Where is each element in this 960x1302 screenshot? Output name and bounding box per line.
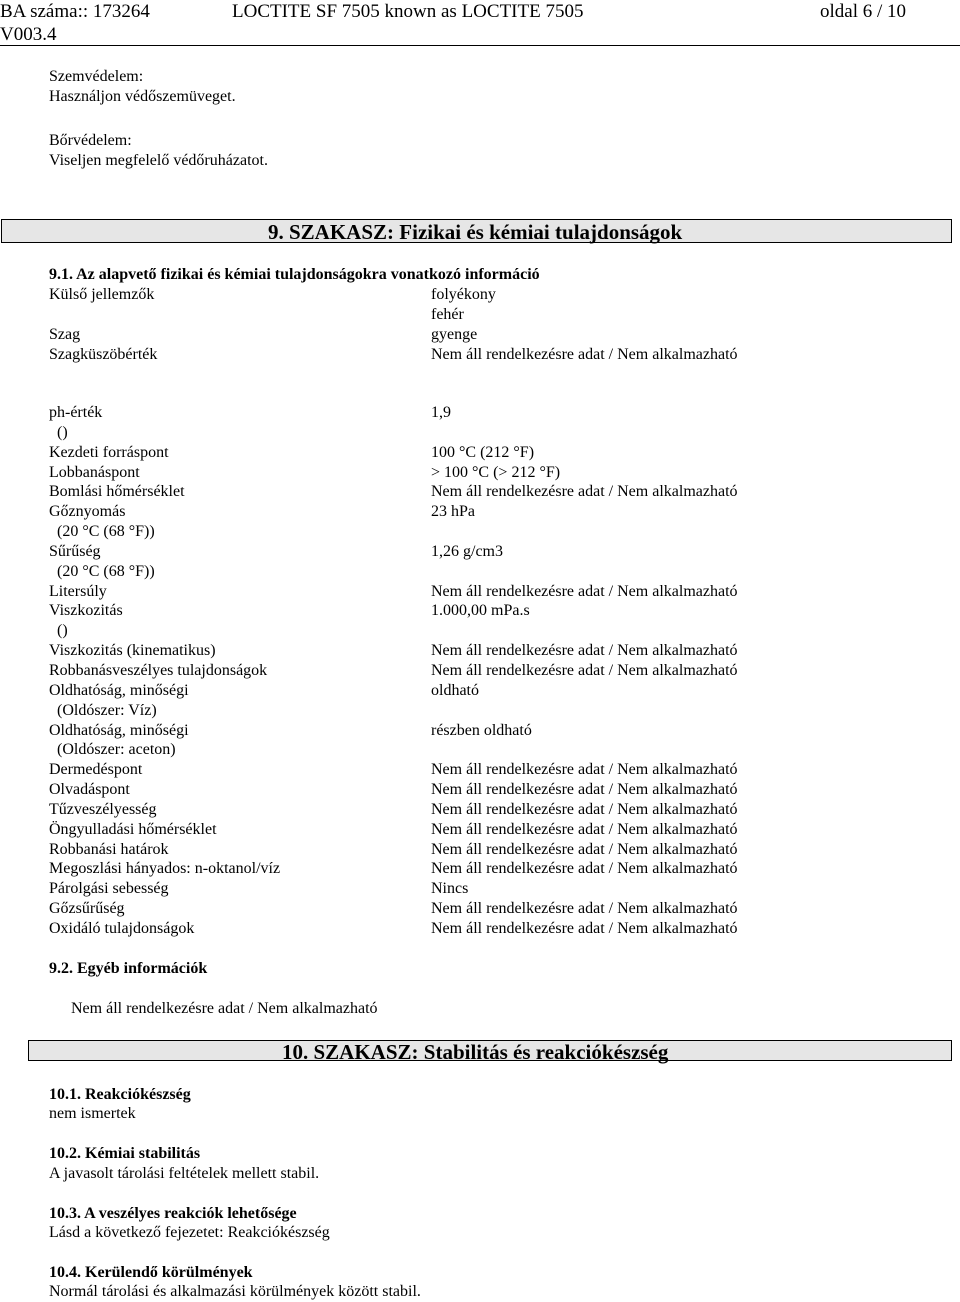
property-value: 1.000,00 mPa.s bbox=[431, 602, 530, 620]
property-value: Nem áll rendelkezésre adat / Nem alkalmazható bbox=[431, 900, 738, 918]
property-row bbox=[49, 701, 809, 721]
property-row bbox=[49, 760, 809, 780]
property-label: () bbox=[49, 423, 68, 441]
property-row bbox=[49, 522, 809, 542]
property-label: Sűrűség bbox=[49, 542, 101, 560]
header-rule bbox=[0, 45, 960, 46]
property-value: 23 hPa bbox=[431, 503, 475, 521]
property-label: Gőzsűrűség bbox=[49, 900, 125, 918]
property-label: Dermedéspont bbox=[49, 761, 143, 779]
subsection-9-2-title: 9.2. Egyéb információk bbox=[49, 960, 208, 977]
property-value: Nem áll rendelkezésre adat / Nem alkalmazható bbox=[431, 483, 738, 501]
basic-label: Szag bbox=[49, 326, 81, 343]
property-value: Nem áll rendelkezésre adat / Nem alkalmazható bbox=[431, 800, 738, 818]
property-label: Viszkozitás (kinematikus) bbox=[49, 642, 216, 660]
property-label: (20 °C (68 °F)) bbox=[49, 523, 155, 541]
basic-value: gyenge bbox=[431, 326, 478, 343]
property-label: Oxidáló tulajdonságok bbox=[49, 919, 195, 937]
property-value: Nem áll rendelkezésre adat / Nem alkalmazható bbox=[431, 860, 738, 878]
product-name: LOCTITE SF 7505 known as LOCTITE 7505 bbox=[232, 1, 584, 22]
property-value: oldható bbox=[431, 681, 479, 699]
section-9-title: 9. SZAKASZ: Fizikai és kémiai tulajdonságok bbox=[268, 220, 683, 244]
subsection-9-1-title: 9.1. Az alapvető fizikai és kémiai tulajdonságokra vonatkozó információ bbox=[49, 266, 540, 283]
property-row bbox=[49, 562, 809, 582]
property-row bbox=[49, 621, 809, 641]
property-label: Megoszlási hányados: n-oktanol/víz bbox=[49, 860, 281, 878]
property-row bbox=[49, 502, 809, 522]
property-row bbox=[49, 740, 809, 760]
property-row bbox=[49, 443, 809, 463]
eye-protection-label: Szemvédelem: bbox=[49, 68, 144, 85]
property-label: Bomlási hőmérséklet bbox=[49, 483, 185, 501]
property-row bbox=[49, 800, 809, 820]
property-label: Litersúly bbox=[49, 582, 107, 600]
skin-protection-text: Viseljen megfelelő védőruházatot. bbox=[49, 152, 268, 169]
property-label: () bbox=[49, 622, 68, 640]
property-label: ph-érték bbox=[49, 404, 103, 421]
property-row bbox=[49, 403, 809, 423]
subsection-10-1-title: 10.1. Reakciókészség bbox=[49, 1086, 191, 1103]
property-label: (Oldószer: aceton) bbox=[49, 741, 176, 759]
basic-label: Szagküszöbérték bbox=[49, 346, 158, 363]
property-row bbox=[49, 919, 809, 939]
property-label: (Oldószer: Víz) bbox=[49, 701, 157, 719]
property-value: Nem áll rendelkezésre adat / Nem alkalmazható bbox=[431, 820, 738, 838]
property-label: Kezdeti forráspont bbox=[49, 443, 169, 461]
subsection-10-4-title: 10.4. Kerülendő körülmények bbox=[49, 1264, 253, 1281]
property-value: Nem áll rendelkezésre adat / Nem alkalmazható bbox=[431, 919, 738, 937]
property-label: Öngyulladási hőmérséklet bbox=[49, 820, 217, 838]
document-number: BA száma:: 173264 bbox=[0, 1, 150, 22]
skin-protection-label: Bőrvédelem: bbox=[49, 132, 132, 149]
subsection-10-4-text: Normál tárolási és alkalmazási körülmények között stabil. bbox=[49, 1283, 421, 1300]
page-number: oldal 6 / 10 bbox=[820, 1, 907, 22]
property-value: Nem áll rendelkezésre adat / Nem alkalmazható bbox=[431, 761, 738, 779]
property-row bbox=[49, 820, 809, 840]
property-value: Nem áll rendelkezésre adat / Nem alkalmazható bbox=[431, 661, 738, 679]
subsection-10-2-title: 10.2. Kémiai stabilitás bbox=[49, 1145, 201, 1162]
property-label: Oldhatóság, minőségi bbox=[49, 721, 189, 739]
property-label: Oldhatóság, minőségi bbox=[49, 681, 189, 699]
property-row bbox=[49, 840, 809, 860]
property-label: Lobbanáspont bbox=[49, 463, 140, 481]
subsection-9-2-text: Nem áll rendelkezésre adat / Nem alkalmazható bbox=[71, 1000, 378, 1017]
subsection-10-2-text: A javasolt tárolási feltételek mellett stabil. bbox=[49, 1165, 320, 1182]
property-value: > 100 °C (> 212 °F) bbox=[431, 463, 561, 481]
property-row bbox=[49, 899, 809, 919]
subsection-10-3-title: 10.3. A veszélyes reakciók lehetősége bbox=[49, 1205, 297, 1222]
property-label: Párolgási sebesség bbox=[49, 880, 169, 898]
property-row bbox=[49, 582, 809, 602]
property-row bbox=[49, 542, 809, 562]
subsection-10-3-text: Lásd a következő fejezetet: Reakciókészség bbox=[49, 1224, 330, 1241]
property-value: Nem áll rendelkezésre adat / Nem alkalmazható bbox=[431, 781, 738, 799]
property-value: Nem áll rendelkezésre adat / Nem alkalmazható bbox=[431, 642, 738, 660]
version-number: V003.4 bbox=[0, 24, 57, 45]
property-label: Robbanásveszélyes tulajdonságok bbox=[49, 661, 268, 679]
basic-value: fehér bbox=[431, 306, 464, 323]
property-value: Nem áll rendelkezésre adat / Nem alkalmazható bbox=[431, 582, 738, 600]
property-row bbox=[49, 780, 809, 800]
property-label: (20 °C (68 °F)) bbox=[49, 562, 155, 580]
property-row bbox=[49, 482, 809, 502]
property-label: Olvadáspont bbox=[49, 781, 130, 799]
property-value: 100 °C (212 °F) bbox=[431, 443, 535, 461]
property-label: Tűzveszélyesség bbox=[49, 800, 157, 818]
property-row bbox=[49, 721, 809, 741]
property-value: részben oldható bbox=[431, 721, 532, 739]
property-row bbox=[49, 879, 809, 899]
property-row bbox=[49, 601, 809, 621]
basic-value: Nem áll rendelkezésre adat / Nem alkalmazható bbox=[431, 346, 738, 363]
basic-label: Külső jellemzők bbox=[49, 286, 155, 303]
property-value: 1,9 bbox=[431, 404, 451, 421]
property-value: 1,26 g/cm3 bbox=[431, 542, 503, 560]
basic-value: folyékony bbox=[431, 286, 496, 303]
property-row bbox=[49, 681, 809, 701]
properties-table bbox=[49, 403, 809, 939]
property-value: Nincs bbox=[431, 880, 469, 898]
property-row bbox=[49, 641, 809, 661]
property-label: Viszkozitás bbox=[49, 602, 123, 620]
eye-protection-text: Használjon védőszemüveget. bbox=[49, 88, 236, 105]
property-row bbox=[49, 859, 809, 879]
property-row bbox=[49, 423, 809, 443]
property-value: Nem áll rendelkezésre adat / Nem alkalmazható bbox=[431, 840, 738, 858]
property-label: Gőznyomás bbox=[49, 503, 126, 521]
property-row bbox=[49, 463, 809, 483]
property-label: Robbanási határok bbox=[49, 840, 169, 858]
subsection-10-1-text: nem ismertek bbox=[49, 1105, 136, 1122]
section-10-title: 10. SZAKASZ: Stabilitás és reakciókészség bbox=[282, 1040, 669, 1064]
property-row bbox=[49, 661, 809, 681]
